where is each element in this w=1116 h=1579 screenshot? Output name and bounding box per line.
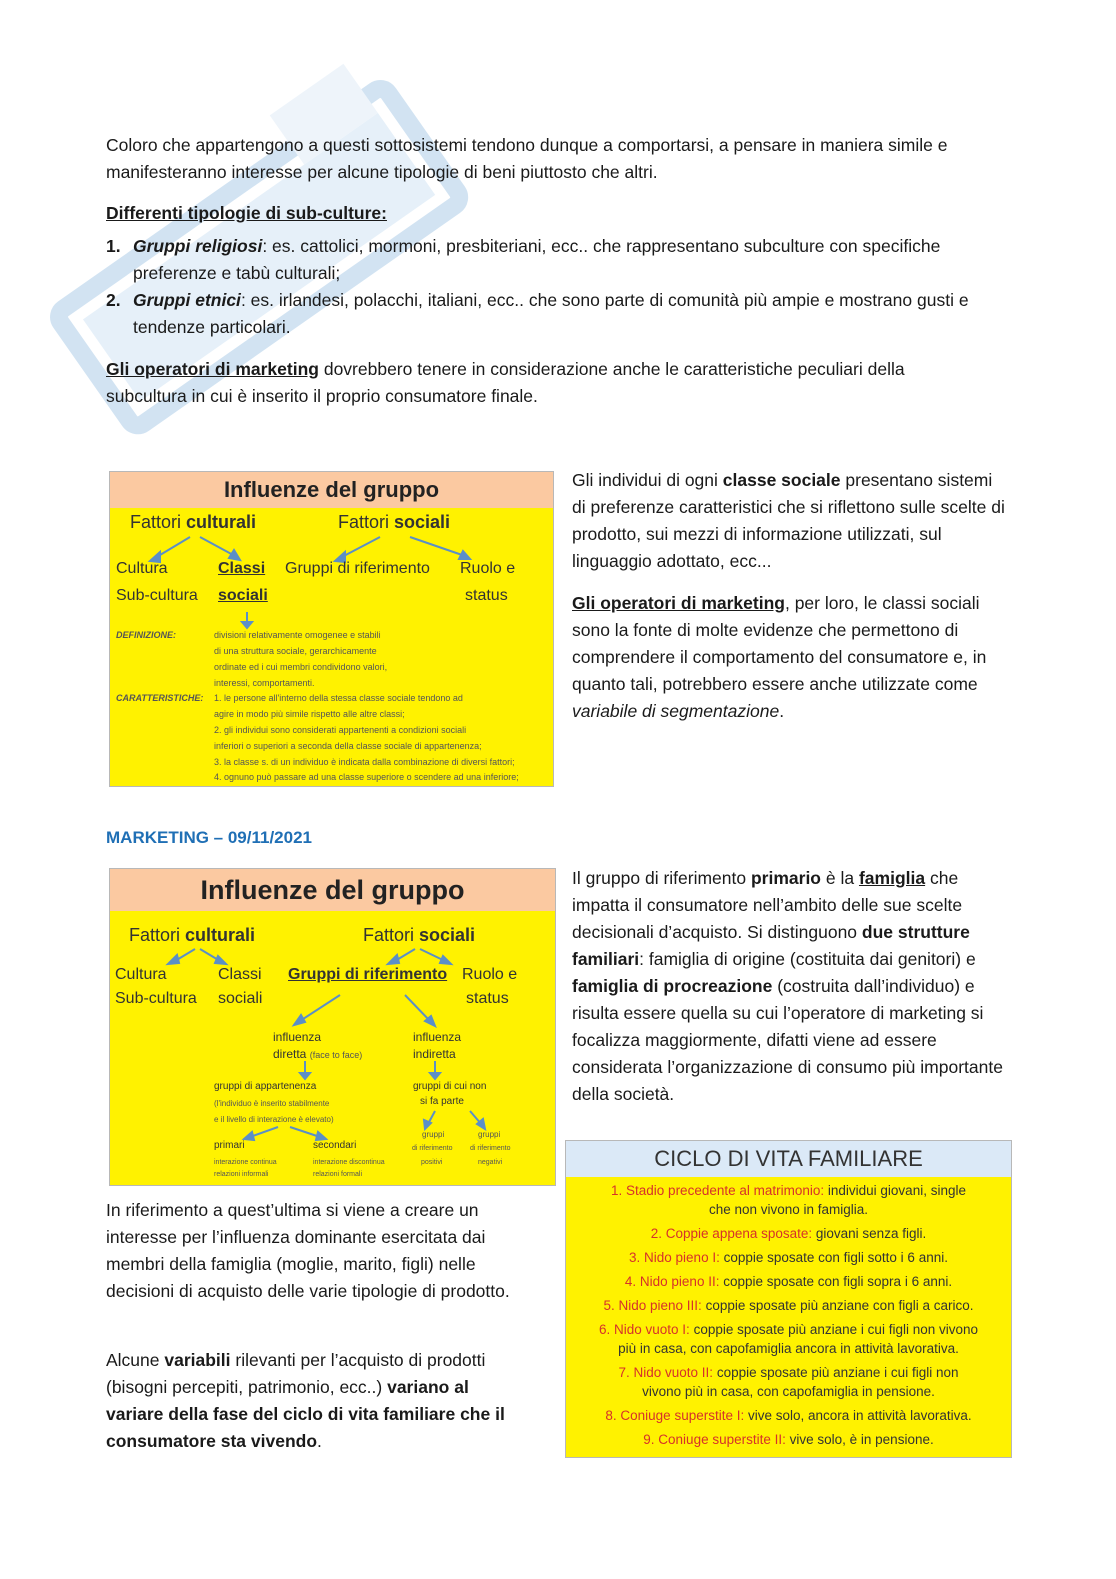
intro-paragraph: Coloro che appartengono a questi sottosistemi tendono dunque a comportarsi, a pensare in maniera simile e manifesteranno interesse per alcune tipologie di beni piuttosto che altri.: [106, 135, 948, 182]
marketing-operators-paragraph: Gli operatori di marketing dovrebbero tenere in considerazione anche le caratteristiche peculiari della subcultura in cui è inserito il proprio consumatore finale.: [106, 359, 905, 406]
primari-desc: interazione continua: [214, 1159, 277, 1166]
definizione-line: interessi, comportamenti.: [214, 678, 315, 688]
classe-sociale-paragraph: Gli individui di ogni classe sociale presentano sistemi di preferenze caratteristici che si riflettono sulle scelte di prodotto, sui mezzi di informazione utilizzati, sul linguaggio adottato, ecc...: [572, 470, 1005, 571]
status-label: status: [466, 990, 509, 1007]
primari-label: primari: [214, 1140, 245, 1151]
negativi-label: di riferimento: [470, 1145, 511, 1152]
sociali-label: sociali: [218, 990, 263, 1007]
ciclo-item: vivono più in casa, con capofamiglia in pensione.: [642, 1384, 935, 1399]
influenza-diretta-label: diretta (face to face): [273, 1047, 363, 1061]
classi-label: Classi: [218, 560, 266, 577]
classi-label: Classi: [218, 966, 262, 983]
ciclo-title: CICLO DI VITA FAMILIARE: [566, 1141, 1011, 1177]
negativi-label: negativi: [478, 1159, 503, 1166]
ruolo-label: Ruolo e: [460, 560, 516, 577]
operatori-classi-paragraph: Gli operatori di marketing, per loro, le classi sociali sono la fonte di molte evidenze che permettono di comprendere il comportamento del consumatore e, in quanto tali, potrebbero essere anche utilizzate come variabile di segmentazione.: [572, 593, 987, 721]
ciclo-item: 5. Nido pieno III: coppie sposate più anziane con figli a carico.: [603, 1298, 974, 1313]
gruppi-appartenenza-note: (l'individuo è inserito stabilmente: [214, 1099, 330, 1108]
sociali-label: sociali: [218, 587, 268, 604]
gruppi-non-parte-label: si fa parte: [420, 1096, 464, 1107]
slide-title: Influenze del gruppo: [110, 869, 555, 911]
slide-influenze-gruppi: [109, 868, 556, 1186]
negativi-label: gruppi: [478, 1130, 501, 1139]
list-item: 2. Gruppi etnici: es. irlandesi, polacchi, italiani, ecc.. che sono parte di comunità più ampie e mostrano gusti e tendenze particolari.: [106, 290, 969, 337]
ciclo-item: 7. Nido vuoto II: coppie sposate più anziane i cui figli non: [618, 1365, 959, 1380]
slide-title: Influenze del gruppo: [110, 472, 553, 508]
cultura-label: Cultura: [116, 560, 168, 577]
definizione-line: ordinate ed i cui membri condividono valori,: [214, 662, 388, 672]
ruolo-label: Ruolo e: [462, 966, 518, 983]
positivi-label: di riferimento: [412, 1145, 453, 1152]
primari-desc: relazioni informali: [214, 1171, 269, 1178]
subculture-heading: Differenti tipologie di sub-culture:: [106, 203, 387, 223]
caratteristiche-line: inferiori o superiori a seconda della classe sociale di appartenenza;: [214, 741, 482, 751]
secondari-desc: interazione discontinua: [313, 1159, 385, 1166]
gruppi-label: Gruppi di riferimento: [285, 560, 430, 577]
gruppi-non-parte-label: gruppi di cui non: [413, 1081, 487, 1092]
marketing-operators-link: Gli operatori di marketing: [106, 359, 319, 379]
ciclo-item: 8. Coniuge superstite I: vive solo, ancora in attività lavorativa.: [605, 1408, 972, 1423]
caratteristiche-line: 3. la classe s. di un individuo è indicata dalla combinazione di diversi fattori;: [214, 757, 515, 767]
cultura-label: Cultura: [115, 966, 167, 983]
status-label: status: [465, 587, 508, 604]
caratteristiche-line: agire in modo più simile rispetto alle altre classi;: [214, 709, 405, 719]
secondari-label: secondari: [313, 1140, 357, 1151]
caratteristiche-label: CARATTERISTICHE:: [116, 693, 204, 703]
ciclo-item: più in casa, con capofamiglia ancora in attività lavorativa.: [618, 1341, 959, 1356]
variabili-paragraph: Alcune variabili rilevanti per l’acquisto di prodotti (bisogni percepiti, patrimonio, ecc..) variano al variare della fase del ciclo di vita familiare che il consumatore sta vivendo.: [106, 1350, 505, 1451]
ciclo-item: che non vivono in famiglia.: [708, 1202, 869, 1217]
positivi-label: positivi: [421, 1159, 443, 1166]
gruppi-appartenenza-label: gruppi di appartenenza: [214, 1081, 317, 1092]
subcultura-label: Sub-cultura: [116, 587, 198, 604]
caratteristiche-line: 2. gli individui sono considerati appartenenti a condizioni sociali: [214, 725, 467, 735]
slide-influenze-classi: [109, 471, 554, 787]
ciclo-item: 4. Nido pieno II: coppie sposate con figli sopra i 6 anni.: [624, 1274, 953, 1289]
ciclo-item: 3. Nido pieno I: coppie sposate con figli sotto i 6 anni.: [629, 1250, 948, 1265]
caratteristiche-line: 4. ognuno può passare ad una classe superiore o scendere ad una inferiore;: [214, 772, 519, 782]
influenza-diretta-label: influenza: [273, 1030, 322, 1044]
fattori-culturali: Fattori culturali: [130, 512, 257, 532]
fattori-culturali: Fattori culturali: [129, 925, 256, 945]
ciclo-item: 1. Stadio precedente al matrimonio: individui giovani, single: [611, 1183, 966, 1198]
subcultura-label: Sub-cultura: [115, 990, 197, 1007]
famiglia-paragraph: Il gruppo di riferimento primario è la famiglia che impatta il consumatore nell’ambito delle sue scelte decisionali d’acquisto. Si distinguono due strutture familiari: famiglia di origine (costituita dai genitori) e famiglia di procreazione (costruita dall’individuo) e risulta essere quella su cui l’operatore di marketing si focalizza maggiormente, difatti viene ad essere considerata l’organizzazione di consumo più importante della società.: [572, 868, 1003, 1104]
influenza-indiretta-label: influenza: [413, 1030, 462, 1044]
secondari-desc: relazioni formali: [313, 1171, 363, 1178]
influenza-indiretta-label: indiretta: [413, 1047, 456, 1061]
ciclo-item: 2. Coppie appena sposate: giovani senza figli.: [650, 1226, 927, 1241]
gruppi-label: Gruppi di riferimento: [288, 966, 448, 983]
positivi-label: gruppi: [422, 1130, 445, 1139]
definizione-line: di una struttura sociale, gerarchicamente: [214, 646, 377, 656]
ciclo-item: 9. Coniuge superstite II: vive solo, è in pensione.: [643, 1432, 934, 1447]
influenza-famiglia-paragraph: In riferimento a quest’ultima si viene a creare un interesse per l’influenza dominante esercitata dai membri della famiglia (moglie, marito, figli) nelle decisioni di acquisto delle varie tipologie di prodotto.: [106, 1200, 510, 1301]
fattori-sociali: Fattori sociali: [363, 925, 476, 945]
slide-ciclo-vita: [565, 1140, 1012, 1458]
section-title: MARKETING – 09/11/2021: [106, 828, 312, 847]
ciclo-item: 6. Nido vuoto I: coppie sposate più anziane i cui figli non vivono: [599, 1322, 978, 1337]
definizione-label: DEFINIZIONE:: [116, 630, 176, 640]
gruppi-appartenenza-note: e il livello di interazione è elevato): [214, 1115, 334, 1124]
caratteristiche-line: 1. le persone all'interno della stessa classe sociale tendono ad: [214, 693, 463, 703]
definizione-line: divisioni relativamente omogenee e stabili: [214, 630, 381, 640]
marketing-operators-link: Gli operatori di marketing: [572, 593, 785, 613]
fattori-sociali: Fattori sociali: [338, 512, 451, 532]
list-item: 1. Gruppi religiosi: es. cattolici, mormoni, presbiteriani, ecc.. che rappresentano subculture con specifiche preferenze e tabù culturali;: [106, 236, 941, 283]
